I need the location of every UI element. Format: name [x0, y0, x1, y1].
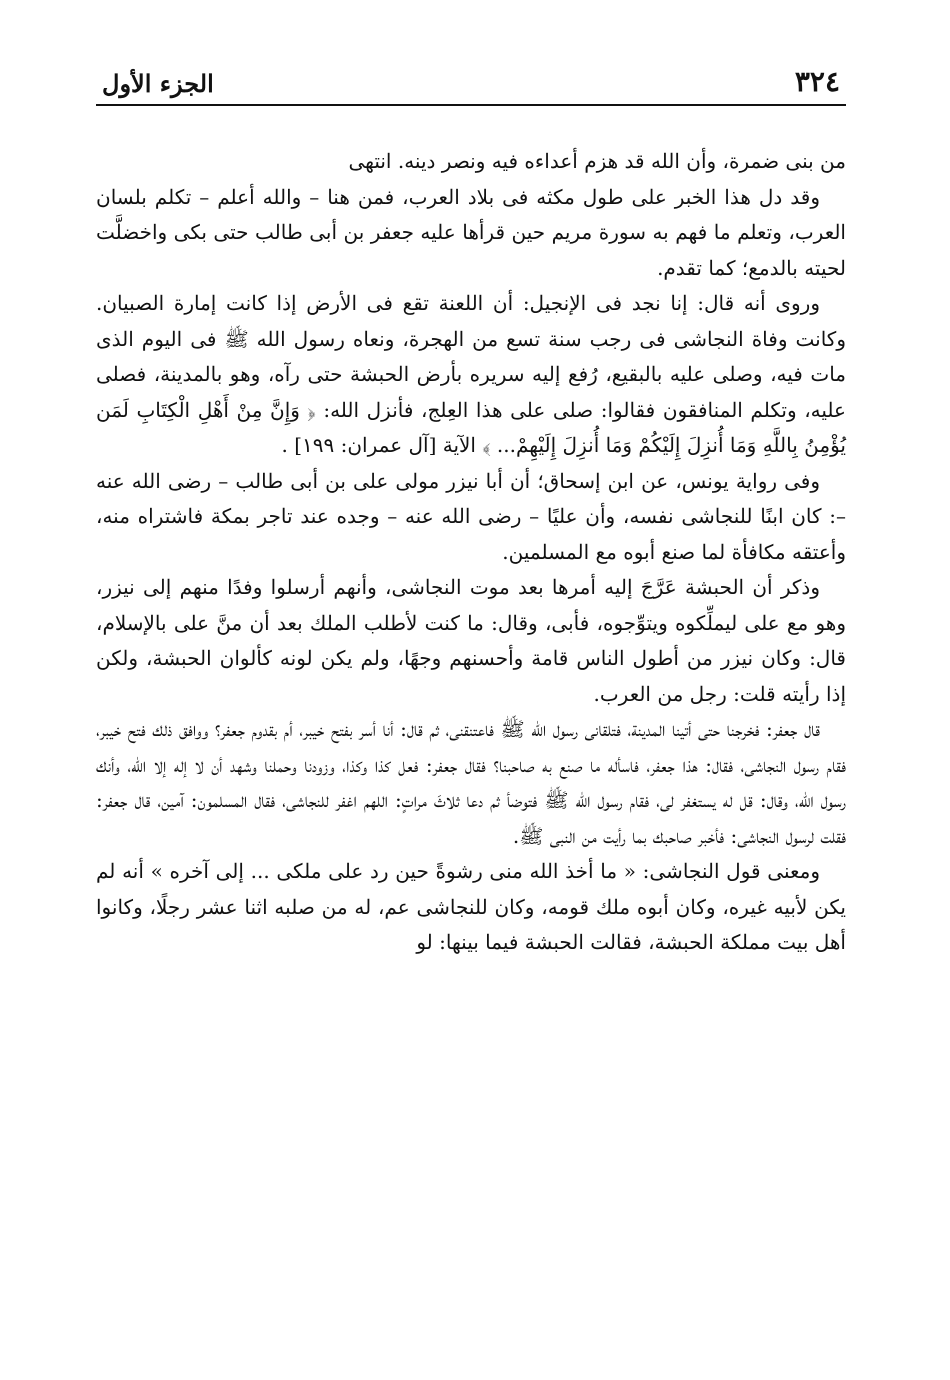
paragraph-5: وذكر أن الحبشة عَرَّجَ إليه أمرها بعد موت النجاشى، وأنهم أرسلوا وفدًا منهم إلى نيزر، وهو مع على ليملِّكوه ويتوِّجوه، فأبى، وقال: ما كنت لأطلب الملك بعد أن منَّ على بالإسلام، قال: وكان نيزر من أطول الناس قامة وأحسنهم وجهًا، ولم يكن لونه كألوان الحبشة، ولكن إذا رأيته قلت: رجل من العرب.	[96, 575, 846, 706]
running-title: الجزء الأول	[102, 69, 214, 98]
body-text	[96, 144, 846, 961]
header-divider	[96, 104, 846, 106]
paragraph-4: وفى رواية يونس، عن ابن إسحاق؛ أن أبا نيزر مولى على بن أبى طالب – رضى الله عنه –: كان ابنًا للنجاشى نفسه، وأن عليًا – رضى الله عنه – وجده عند تاجر بمكة فاشتراه منه، وأعتقه مكافأة لما صنع أبوه مع المسلمين.	[96, 468, 846, 564]
book-page	[96, 56, 846, 961]
paragraph-3: وروى أنه قال: إنا نجد فى الإنجيل: أن اللعنة تقع فى الأرض إذا كانت إمارة الصبيان. وكانت وفاة النجاشى فى رجب سنة تسع من الهجرة، ونعاه رسول الله ﷺ فى اليوم الذى مات فيه، وصلى عليه بالبقيع، رُفع إليه سريره بأرض الحبشة حتى رآه، وهو بالمدينة، فصلى عليه، وتكلم المنافقون فقالوا: صلى على هذا العِلج، فأنزل الله: ﴿ وَإِنَّ مِنْ أَهْلِ الْكِتَابِ لَمَن يُؤْمِنُ بِاللَّهِ وَمَا أُنزِلَ إِلَيْكُمْ وَمَا أُنزِلَ إِلَيْهِمْ... ﴾ الآية [آل عمران: ١٩٩] .	[96, 291, 846, 457]
paragraph-7: ومعنى قول النجاشى: « ما أخذ الله منى رشوةً حين رد على ملكى ... إلى آخره » أنه لم يكن لأبيه غيره، وكان أبوه ملك قومه، وكان للنجاشى عم، له من صلبه اثنا عشر رجلًا، وكانوا أهل بيت مملكة الحبشة، فقالت الحبشة فيما بينها: لو	[96, 859, 846, 954]
paragraph-1: من بنى ضمرة، وأن الله قد هزم أعداءه فيه ونصر دينه. انتهى	[348, 149, 846, 173]
page-header	[96, 56, 846, 96]
page-number: ٣٢٤	[794, 65, 840, 98]
paragraph-6: قال جعفر: فخرجنا حتى أتينا المدينة، فتلقانى رسول الله ﷺ فاعتنقنى، ثم قال: أنا أسر بفتح خيبر، أم بقدوم جعفر؟ ووافق ذلك فتح خيبر، فقام رسول النجاشى، فقال: هذا جعفر، فاسأله ما صنع به صاحبنا؟ فقال جعفر: فعل كذا وكذا، وزودنا وحملنا وشهد أن لا إله إلا الله، وأنك رسول الله، وقال: قل له يستغفر لى، فقام رسول الله ﷺ فتوضأ ثم دعا ثلاثَ مراتٍ: اللهم اغفر للنجاشى، فقال المسلمون: آمين، قال جعفر: فقلت لرسول النجاشى: فأخبر صاحبك بما رأيت من النبى ﷺ.	[96, 717, 846, 848]
paragraph-2: وقد دل هذا الخبر على طول مكثه فى بلاد العرب، فمن هنا – والله أعلم – تكلم بلسان العرب، وتعلم ما فهم به سورة مريم حين قرأها عليه جعفر بن أبى طالب حتى بكى واخضلَّت لحيته بالدمع؛ كما تقدم.	[96, 184, 846, 280]
